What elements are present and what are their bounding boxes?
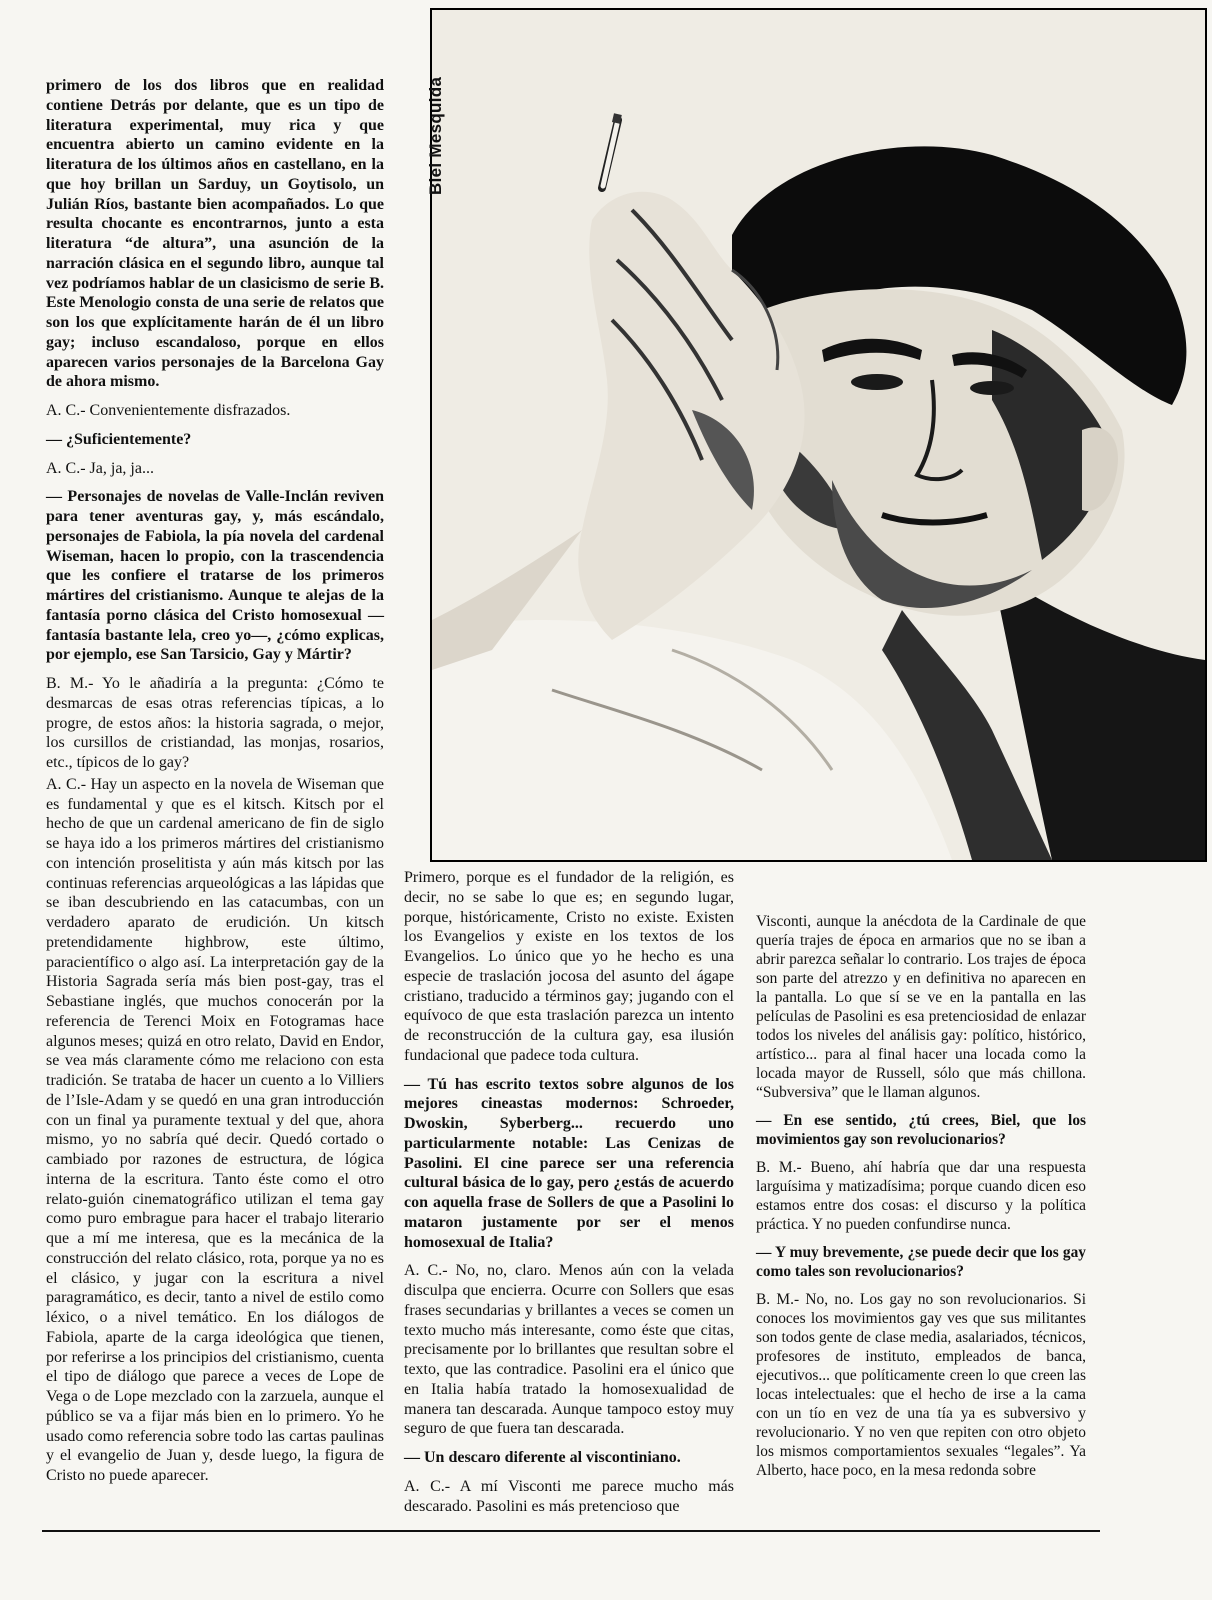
portrait-photo bbox=[430, 8, 1207, 862]
question-paragraph: — Y muy brevemente, ¿se puede decir que los gay como tales son revolucionarios? bbox=[756, 1244, 1086, 1280]
question-paragraph: — Personajes de novelas de Valle-Inclán reviven para tener aventuras gay, y, más escándalo, personajes de Fabiola, la pía novela del cardenal Wiseman, hacen lo propio, con la trascendencia que les confiere el tratarse de los primeros mártires del cristianismo. Aunque te alejas de la fantasía porno clásica del Cristo homosexual —fantasía bastante lela, creo yo—, ¿cómo explicas, por ejemplo, ese San Tarsicio, Gay y Mártir? bbox=[46, 488, 384, 664]
answer-paragraph: Visconti, aunque la anécdota de la Cardinale de que quería trajes de época en armarios que no se iban a abrir parezca señalar lo contrario. Los trajes de época son parte del atrezzo y en definitiva no aparecen en la pantalla. Lo que sí se ve en la pantalla en las películas de Pasolini es esa pretenciosidad de enlazar todos los niveles del análisis gay: político, histórico, artístico... para al final hacer una locada como la locada mayor de Russell, sólo que más chillona. “Subversiva” que le llaman algunos. bbox=[756, 913, 1086, 1101]
column-1 bbox=[46, 76, 384, 1495]
column-2 bbox=[404, 868, 734, 1525]
answer-paragraph: A. C.- Ja, ja, ja... bbox=[46, 459, 154, 477]
answer-paragraph: B. M.- Bueno, ahí habría que dar una respuesta larguísima y matizadísima; porque cuando dicen eso estamos entre dos cosas: el discurso y la política práctica. Y no pueden confundirse nunca. bbox=[756, 1159, 1086, 1233]
question-paragraph: — En ese sentido, ¿tú crees, Biel, que los movimientos gay son revolucionarios? bbox=[756, 1112, 1086, 1148]
portrait-illustration bbox=[432, 10, 1205, 860]
column-3 bbox=[756, 912, 1086, 1489]
question-paragraph: — ¿Suficientemente? bbox=[46, 430, 192, 448]
answer-paragraph: A. C.- Hay un aspecto en la novela de Wiseman que es fundamental y que es el kitsch. Kitsch por el hecho de que un cardenal americano de fin de siglo se haya ido a los primeros mártires del cristianismo con intención proselitista y aún más kitsch por las continuas referencias arqueológicas a las lápidas que se iban descubriendo en las catacumbas, con un verdadero aparato de erudición. Un kitsch pretendidamente highbrow, este último, paracientífico o algo así. La interpretación gay de la Historia Sagrada sería más bien post-gay, tras el Sebastiane inglés, que muchos conocerán por la referencia de Terenci Moix en Fotogramas hace algunos meses; quizá en otro relato, David en Endor, se vea más claramente cómo me relaciono con esta tradición. Se trataba de hacer un cuento a lo Villiers de l’Isle-Adam y se quedó en una gran introducción con un final ya puramente textual y del que, ahora mismo, yo no sabría qué decir. Quedó cortado o cambiado por razones de estructura, de lógica interna de la escritura. Tanto éste como el otro relato-guión cinematográfico utilizan el tema gay como puro embrague para hacer el trabajo literario que a mí me interesa, que es la mecánica de la construcción del relato clásico, rota, porque ya no es el clásico, y jugar con la escritura a nivel paragramático, es decir, tanto a nivel de estilo como léxico, o a nivel temático. En los diálogos de Fabiola, aparte de la carga ideológica que tienen, por referirse a los principios del cristianismo, cuenta el tipo de diálogo que parece a veces de Lope de Vega o de Lope mezclado con la zarzuela, aunque el público se va a fijar más bien en lo primero. Yo he usado como referencia sobre todo las cartas paulinas y el evangelio de Juan y, desde luego, la figura de Cristo no puede aparecer. bbox=[46, 775, 384, 1484]
question-paragraph: — Un descaro diferente al viscontiniano. bbox=[404, 1449, 681, 1466]
answer-paragraph: A. C.- No, no, claro. Menos aún con la velada disculpa que encierra. Ocurre con Sollers que esas frases secundarias y brillantes a veces se comen un texto mucho más interesante, como éste que citas, precisamente por lo brillantes que resultan sobre el texto, que las contradice. Pasolini era el único que en Italia había tratado la homosexualidad de manera tan descarada. Aunque tampoco estoy muy seguro de que fuera tan descarada. bbox=[404, 1262, 734, 1438]
answer-paragraph: A. C.- A mí Visconti me parece mucho más descarado. Pasolini es más pretencioso que bbox=[404, 1477, 734, 1515]
answer-paragraph: B. M.- No, no. Los gay no son revolucionarios. Si conoces los movimientos gay ves que sus militantes son todos gente de clase media, asalariados, técnicos, profesores de instituto, empleados de banca, ejecutivos... que políticamente creen lo que creen las locas intelectuales: que el hecho de irse a la cama con un tío en vez de una tía ya es subversivo y revolucionario. Y no ven que repiten con otro objeto los mismos comportamientos sexuales “legales”. Ya Alberto, hace poco, en la mesa redonda sobre bbox=[756, 1291, 1086, 1479]
answer-paragraph: Primero, porque es el fundador de la religión, es decir, no se sabe lo que es; en segundo lugar, porque, históricamente, Cristo no existe. Existen los Evangelios y existe en los textos de los Evangelios. Lo único que yo he hecho es una especie de traslación jocosa del asunto del ágape cristiano, traducido a términos gay; jugando con el equívoco de que esta traslación parezca un intento de reconstrucción de la cultura gay, esa ilusión fundacional que padece toda cultura. bbox=[404, 869, 734, 1064]
question-paragraph: — Tú has escrito textos sobre algunos de los mejores cineastas modernos: Schroeder, Dwoskin, Syberberg... recuerdo uno particularmente notable: Las Cenizas de Pasolini. El cine parece ser una referencia cultural básica de lo gay, pero ¿estás de acuerdo con aquella frase de Sollers de que a Pasolini lo mataron justamente por ser el menos homosexual de Italia? bbox=[404, 1075, 734, 1251]
photo-credit: Biel Mesquida bbox=[426, 76, 445, 195]
bottom-rule bbox=[42, 1530, 1100, 1532]
answer-paragraph: A. C.- Convenientemente disfrazados. bbox=[46, 402, 291, 419]
answer-paragraph: B. M.- Yo le añadiría a la pregunta: ¿Cómo te desmarcas de esas otras referencias típicas, a lo progre, de estos años: la historia sagrada, o mejor, los cursillos de cristiandad, las monjas, rosarios, etc., típicos de lo gay? bbox=[46, 675, 384, 771]
question-paragraph: primero de los dos libros que en realidad contiene Detrás por delante, que es un tipo de literatura experimental, muy rica y que encuentra abierto un camino evidente en la literatura de los últimos años en castellano, en la que hoy brillan un Sarduy, un Goytisolo, un Julián Ríos, bastante bien acompañados. Lo que resulta chocante es encontrarnos, junto a esta literatura “de altura”, una asunción de la narración clásica en el segundo libro, aunque tal vez podríamos hablar de un clasicismo de serie B. Este Menologio consta de una serie de relatos que son los que explícitamente harán de él un libro gay; incluso escandaloso, porque en ellos aparecen varios personajes de la Barcelona Gay de ahora mismo. bbox=[46, 77, 384, 391]
